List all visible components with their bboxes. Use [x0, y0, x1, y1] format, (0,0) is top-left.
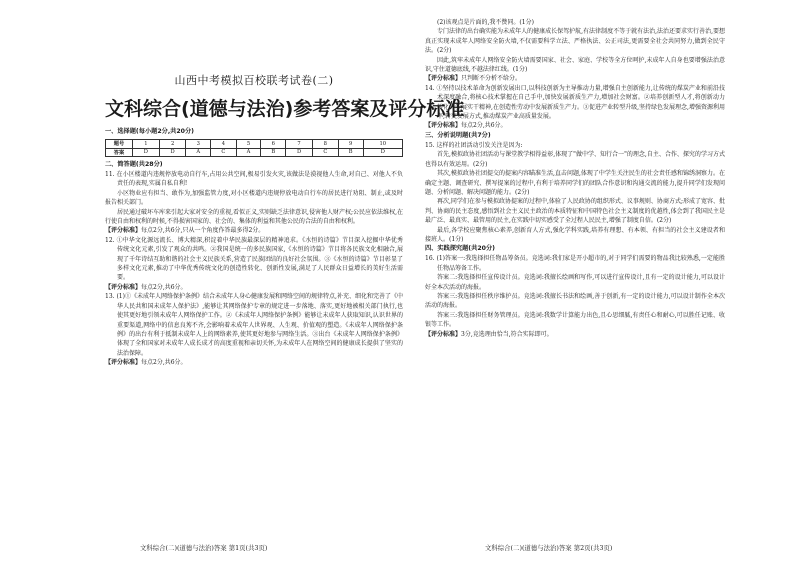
q14-answer: 14. ①坚持以技术革命为创新发展出口,以科技创新为主导推动力量,增强自主创新能力,让传统的煤炭产业和前沿技术深度融合,将核心技术掌握在自己手中,加快发展新质生产力,增加社会财富。②培养创新型人才,将创新动力转化为发展实干精神,在创造性劳动中发展新质生产力。③促进产业转型升级,坚持绿色发展理念,增强资源利用率,转变发展方式,推动煤炭产业高质量发展。	[425, 84, 725, 121]
table-cell: 1	[133, 140, 160, 149]
q16-answer3: 答案三:我选择担任秩序维护员。竞选词:我擅长书法和绘画,善于创新,有一定的设计能力,可以设计制作全本次活动的海报。	[425, 292, 725, 310]
table-cell: 题号	[106, 140, 133, 149]
table-cell: B	[261, 148, 286, 157]
score-text: 每点2分,共6分。	[461, 122, 507, 130]
score-tag: 【评分标准】	[425, 330, 462, 338]
table-cell: 3	[186, 140, 211, 149]
q12-score	[105, 283, 403, 292]
right-column	[425, 0, 725, 562]
q13-part2-conclusion: 因此,筑牢未成年人网络安全防火墙需要国家、社会、家庭、学校等全方位呵护,未成年人自身也要增强法治意识,守住道德底线,不越法律红线。(1分)	[425, 56, 725, 74]
table-cell: 7	[286, 140, 313, 149]
q13-score	[105, 358, 403, 367]
table-cell: C	[312, 148, 338, 157]
answer-table-row-answers	[106, 148, 403, 157]
score-tag: 【评分标准】	[425, 75, 462, 83]
q15-intro: 15. 这样的社团活动引发关注是因为:	[425, 141, 523, 149]
main-title: 文科综合(道德与法治)参考答案及评分标准	[105, 98, 465, 120]
score-text: 3分,竞选理由恰当,符合实际即可。	[461, 330, 553, 338]
q16-answer2: 答案二:我选择担任宣传设计员。竞选词:我擅长绘画和写作,可以进行宣传设计,且有一定的设计能力,可以设计好全本次活动的海报。	[425, 274, 725, 291]
table-cell: 8	[312, 140, 338, 149]
section3-heading: 三、分析说明题(共7分)	[425, 131, 491, 139]
section2-heading: 二、简答题(共28分)	[105, 161, 163, 168]
footer-right: 文科综合(二)(道德与法治)答案 第2页(共3页)	[485, 544, 613, 552]
q16-answer4: 答案三:我选择担任财务管理员。竞选词:我数学计算能力出色,且心思细腻,有责任心和耐心,可以胜任记账、收银等工作。	[425, 311, 725, 329]
q16-score	[425, 330, 725, 339]
table-cell: 2	[159, 140, 186, 149]
table-cell: D	[286, 148, 313, 157]
q15-point2: 其次,模拟政协社团提交的提案内容瞄准生活,直击问题,体现了中学生关注民生的社会责任感和锦绣洞察力。在确定主题、调查研究、撰写提案的过程中,有利于培养同学们的团队合作意识和沟通交流的能力,提升同学们发现问题、分析问题、解决问题的能力。(2分)	[425, 170, 725, 196]
score-text: 每点2分,共6分。	[141, 283, 187, 291]
q11-answer: 11. 在小区楼道内违规停放电动自行车,占用公共空间,极易引发火灾,该做法是漠视他人生命,对自己、对他人不负责任的表现,实属自私自利!	[105, 171, 403, 188]
score-tag: 【评分标准】	[105, 283, 142, 291]
score-text: 每点2分,共6分,只从一个角度作答最多得2分。	[141, 227, 265, 235]
table-cell: D	[133, 148, 160, 157]
q11-answer-2: 小区物业应有担当、敢作为,加强监管力度,对小区楼道内违规停放电动自行车的居民进行劝阻、制止,或及时报告相关部门。	[105, 189, 403, 207]
q15-point3: 再次,同学们在参与模拟政协提案的过程中,体验了人民政协的组织形式、议事规则、协商方式;形成了宽容、批判、协商的民主态度,感悟到社会主义民主政治的本质特征和中国特色社会主义制度的优越性,体会到了我国民主是最广泛、最真实、最管用的民主,在实践中切实感受了全过程人民民主,增强了制度自信。(2分)	[425, 198, 725, 225]
q16-answer1: 16. (1)答案一:我选择担任物品筹备员。竞选词:我们家是开小超市的,对于同学们需要的物品我比较熟悉,一定能胜任物品筹备工作。	[425, 255, 725, 272]
score-text: 每点2分,共6分。	[141, 359, 187, 367]
score-tag: 【评分标准】	[105, 359, 142, 367]
q15-point4: 最后,各学校应聚焦核心素养,创新育人方式,强化学科实践,培养有理想、有本领、有担当的社会主义建设者和接班人。(1分)	[425, 226, 725, 243]
exam-title: 山西中考模拟百校联考试卷(二)	[174, 74, 334, 87]
answer-table-row-numbers	[106, 140, 403, 149]
table-cell: A	[186, 148, 211, 157]
q15-point1: 首先,模拟政协社团活动与课堂教学相得益彰,体现了"做中学、知行合一"的理念,自主、合作、探究的学习方式也得以有效运用。(2分)	[425, 151, 725, 168]
footer-left: 文科综合(二)(道德与法治)答案 第1页(共3页)	[140, 544, 268, 552]
table-cell: 5	[236, 140, 261, 149]
table-cell: 9	[338, 140, 363, 149]
table-cell: 4	[211, 140, 237, 149]
q11-score	[105, 226, 403, 235]
table-cell: 10	[363, 140, 402, 149]
q13-part2-score	[425, 74, 725, 83]
answer-table	[105, 139, 403, 157]
q12-answer: 12. ①中华文化源远流长、博大精深,积淀着中华民族最深层的精神追求。《水恒的诗篇》节目深入挖掘中华优秀传统文化元素,引发了观众的共鸣。②我国是统一的多民族国家,《水恒的诗篇》节目将各民族文化相融合,展现了千年诗结互助和谐的社会主义民族关系,营造了民族团结的良好社会氛围。③《水恒的诗篇》节目彰显了多样文化元素,推动了中华优秀传统文化的创造性转化、创新性发展,满足了人民群众日益增长的美好生活需要。	[105, 236, 403, 282]
score-text: 只判断不分析不给分。	[461, 75, 522, 83]
score-tag: 【评分标准】	[425, 122, 462, 130]
table-cell: 答案	[106, 148, 133, 157]
table-cell: A	[236, 148, 261, 157]
q11-answer-3: 居民通过破坏车库来引起大家对安全的重视,看似正义,实则缺乏法律意识,侵害他人财产权;公民应依法维权,在行使自由和权利的时候,不得损害国家的、社会的、集体的利益和其他公民的合法的自由和权利。	[105, 208, 403, 226]
q13-part2: (2)该观点是片面的,我不赞同。(1分)	[437, 19, 534, 26]
q13-part2-detail: 专门法律的出台确实能为未成年人的健康成长保驾护航,有法律制度不等于就有法治,法治还要求实行善治,要想真正实现未成年人网络安全防火墙,不仅需要科学立法、严格执法、公正司法,更需要全社会共同努力,做到全民守法。(2分)	[425, 28, 725, 55]
section1-heading: 一、选择题(每小题2分,共20分)	[105, 128, 194, 135]
q13-answer: 13. (1)①《未成年人网络保护条例》结合未成年人身心健康发展和网络空间的规律特点,补充、细化和完善了《中华人民共和国未成年人保护法》,能够让其网络保护专章的规定进一步落地、落实,更好地被相关部门执行,也使其更好地引领未成年人网络保护工作。②《未成年人网络保护条例》能够让未成年人获取知识,认识世界的重要渠道,网络中的信息良莠不齐,会影响着未成年人世界观、人生观、价值观的塑造。《未成年人网络保护条例》的出台有利于抵制未成年人上的网络素养,使其更好地参与网络生活。③出台《未成年人网络保护条例》体现了全和国家对未成年人成长成才的高度重视和亲切关怀,为未成年人在网络空间的健康成长提供了坚实的法治保障。	[105, 293, 403, 357]
section4-heading: 四、实践探究题(共20分)	[425, 245, 495, 253]
q14-score	[425, 121, 725, 130]
score-tag: 【评分标准】	[105, 227, 142, 235]
table-cell: 6	[261, 140, 286, 149]
table-cell: D	[159, 148, 186, 157]
table-cell: C	[211, 148, 237, 157]
table-cell: B	[338, 148, 363, 157]
table-cell: D	[363, 148, 402, 157]
